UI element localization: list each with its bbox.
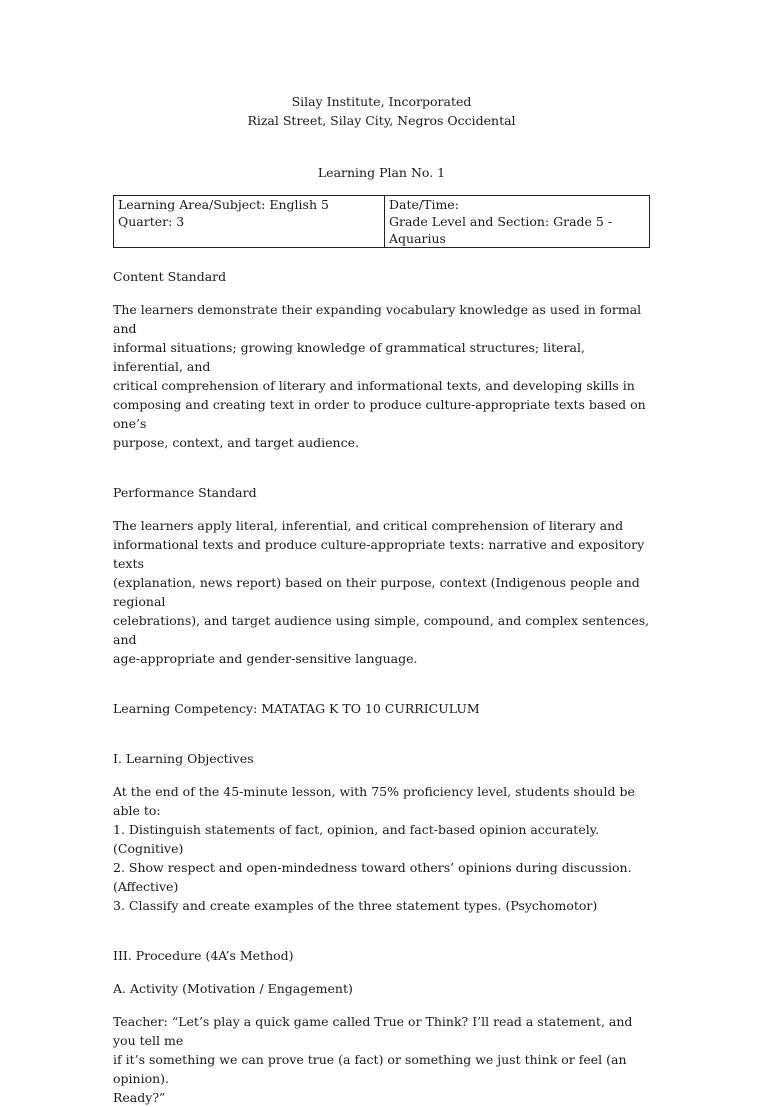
paragraph-line: At the end of the 45-minute lesson, with 75% proficiency level, students should be able to: bbox=[113, 784, 635, 818]
paragraph-line: purpose, context, and target audience. bbox=[113, 435, 359, 450]
paragraph-line: (explanation, news report) based on their purpose, context (Indigenous people and regional bbox=[113, 575, 640, 609]
procedure-text bbox=[113, 1012, 650, 1107]
paragraph-line: informal situations; growing knowledge of grammatical structures; literal, inferential, and bbox=[113, 340, 585, 374]
document-page bbox=[113, 92, 650, 1107]
subject-text: Learning Area/Subject: English 5 bbox=[118, 197, 329, 212]
document-header bbox=[113, 92, 650, 182]
section-text: Aquarius bbox=[389, 231, 446, 246]
performance-standard-text bbox=[113, 516, 650, 668]
procedure-heading: III. Procedure (4A’s Method) bbox=[113, 948, 294, 963]
quarter-text: Quarter: 3 bbox=[118, 214, 185, 229]
objective-item: 2. Show respect and open-mindedness toward others’ opinions during discussion. bbox=[113, 860, 632, 875]
date-time-text: Date/Time: bbox=[389, 197, 459, 212]
paragraph-line: The learners apply literal, inferential, and critical comprehension of literary and bbox=[113, 518, 624, 533]
procedure-subheading: A. Activity (Motivation / Engagement) bbox=[113, 981, 353, 996]
paragraph-line: celebrations), and target audience using simple, compound, and complex sentences, and bbox=[113, 613, 650, 647]
paragraph-line: Ready?” bbox=[113, 1090, 166, 1105]
objectives-heading: I. Learning Objectives bbox=[113, 751, 254, 766]
objective-item: 3. Classify and create examples of the three statement types. (Psychomotor) bbox=[113, 898, 598, 913]
plan-title: Learning Plan No. 1 bbox=[317, 165, 446, 180]
info-cell-right bbox=[385, 196, 650, 248]
objective-item: (Affective) bbox=[113, 879, 179, 894]
paragraph-line: age-appropriate and gender-sensitive language. bbox=[113, 651, 418, 666]
table-row bbox=[114, 196, 650, 248]
paragraph-line: if it’s something we can prove true (a fact) or something we just think or feel (an opinion). bbox=[113, 1052, 627, 1086]
objectives-text bbox=[113, 782, 650, 915]
info-cell-left bbox=[114, 196, 385, 248]
paragraph-line: composing and creating text in order to produce culture-appropriate texts based on one’s bbox=[113, 397, 646, 431]
institution-address: Rizal Street, Silay City, Negros Occidental bbox=[247, 113, 516, 128]
objective-item: 1. Distinguish statements of fact, opinion, and fact-based opinion accurately. (Cognitive) bbox=[113, 822, 600, 856]
info-table bbox=[113, 195, 650, 248]
paragraph-line: informational texts and produce culture-appropriate texts: narrative and expository texts bbox=[113, 537, 645, 571]
grade-level-text: Grade Level and Section: Grade 5 - bbox=[389, 214, 613, 229]
institution-name: Silay Institute, Incorporated bbox=[291, 94, 472, 109]
paragraph-line: Teacher: “Let’s play a quick game called True or Think? I’ll read a statement, and you tell me bbox=[113, 1014, 633, 1048]
paragraph-line: critical comprehension of literary and informational texts, and developing skills in bbox=[113, 378, 635, 393]
content-standard-heading: Content Standard bbox=[113, 269, 227, 284]
learning-competency: Learning Competency: MATATAG K TO 10 CURRICULUM bbox=[113, 701, 480, 716]
content-standard-text bbox=[113, 300, 650, 452]
paragraph-line: The learners demonstrate their expanding vocabulary knowledge as used in formal and bbox=[113, 302, 642, 336]
performance-standard-heading: Performance Standard bbox=[113, 485, 257, 500]
